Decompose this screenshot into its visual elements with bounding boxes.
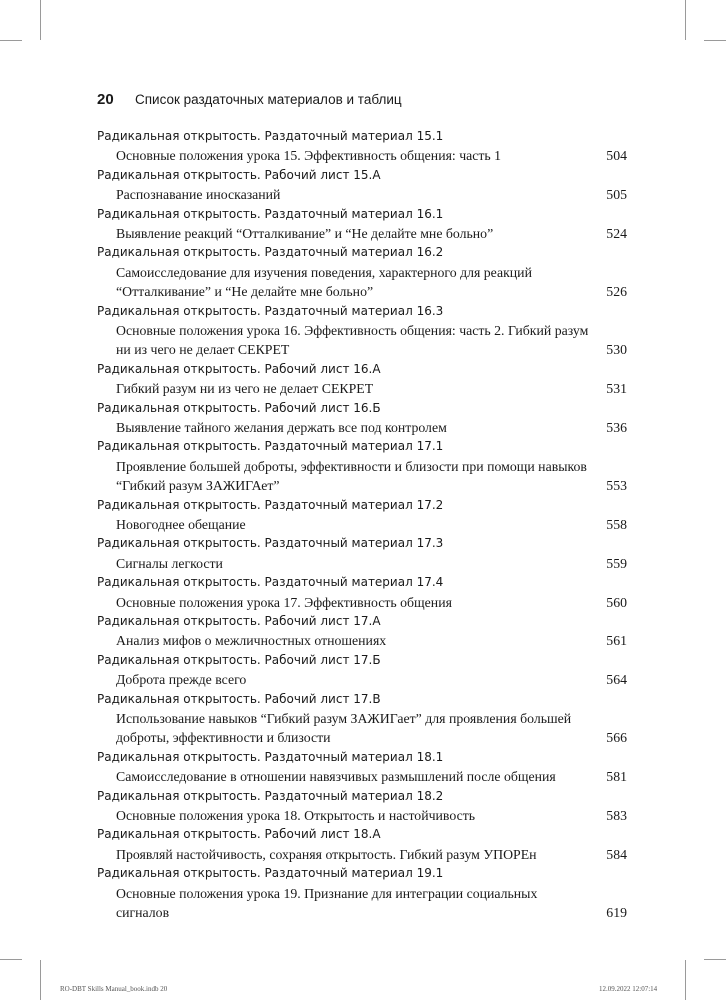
toc-entry-title: Доброта прежде всего bbox=[116, 672, 247, 688]
toc-heading: Радикальная открытость. Рабочий лист 17.Б bbox=[97, 652, 381, 667]
toc-entry bbox=[97, 554, 627, 573]
toc-entry-title: Основные положения урока 19. Признание для интеграции социальных сигналов bbox=[116, 885, 538, 920]
toc-entry-title: Анализ мифов о межличностных отношениях bbox=[116, 633, 387, 649]
toc-entry-title: Основные положения урока 18. Открытость и настойчивость bbox=[116, 807, 476, 823]
toc-entry-page-number: 553 bbox=[606, 478, 627, 494]
toc-heading: Радикальная открытость. Раздаточный материал 18.2 bbox=[97, 788, 444, 803]
toc-entry-title: Основные положения урока 17. Эффективность общения bbox=[116, 594, 452, 610]
page-number: 20 bbox=[97, 91, 114, 108]
toc-entry bbox=[97, 379, 627, 398]
toc-entry-title: Основные положения урока 16. Эффективность общения: часть 2. Гибкий разум ни из чего не делает СЕКРЕТ bbox=[116, 322, 589, 358]
running-header bbox=[97, 91, 637, 113]
toc-heading: Радикальная открытость. Рабочий лист 18.А bbox=[97, 827, 381, 842]
toc-entry bbox=[97, 593, 627, 612]
toc-entry bbox=[97, 224, 627, 243]
toc-section bbox=[97, 864, 627, 922]
toc-heading: Радикальная открытость. Рабочий лист 17.А bbox=[97, 613, 381, 628]
toc-entry-page-number: 581 bbox=[606, 769, 627, 785]
toc-entry-title: Сигналы легкости bbox=[116, 555, 223, 571]
toc-entry bbox=[97, 263, 627, 302]
crop-mark bbox=[685, 0, 686, 40]
toc-heading: Радикальная открытость. Раздаточный материал 16.2 bbox=[97, 245, 444, 260]
toc-heading: Радикальная открытость. Рабочий лист 16.А bbox=[97, 361, 381, 376]
toc-section bbox=[97, 573, 627, 612]
toc-entry-title: Самоисследование для изучения поведения, характерного для реакций “Отталкивание” и “Не делайте мне больно” bbox=[116, 264, 532, 300]
toc-section bbox=[97, 825, 627, 864]
toc-entry-page-number: 558 bbox=[606, 516, 627, 532]
toc-section bbox=[97, 399, 627, 438]
toc-entry bbox=[97, 670, 627, 689]
toc-heading: Радикальная открытость. Раздаточный материал 17.1 bbox=[97, 439, 444, 454]
toc-entry-page-number: 536 bbox=[606, 419, 627, 435]
toc-entry bbox=[97, 321, 627, 360]
toc-entry bbox=[97, 845, 627, 864]
toc-entry-page-number: 559 bbox=[606, 555, 627, 571]
toc-entry-page-number: 561 bbox=[606, 633, 627, 649]
toc-entry-title: Проявляй настойчивость, сохраняя открытость. Гибкий разум УПОРЕн bbox=[116, 846, 537, 862]
toc-entry-page-number: 524 bbox=[606, 225, 627, 241]
toc-heading: Радикальная открытость. Рабочий лист 16.Б bbox=[97, 400, 381, 415]
toc-entry-title: Выявление реакций “Отталкивание” и “Не делайте мне больно” bbox=[116, 225, 494, 241]
toc-heading: Радикальная открытость. Раздаточный материал 16.1 bbox=[97, 206, 444, 221]
toc-entry-page-number: 505 bbox=[606, 187, 627, 203]
toc-entry-page-number: 564 bbox=[606, 672, 627, 688]
toc-heading: Радикальная открытость. Раздаточный материал 15.1 bbox=[97, 129, 444, 143]
crop-mark bbox=[685, 960, 686, 1000]
toc-section bbox=[97, 360, 627, 399]
toc-heading: Радикальная открытость. Раздаточный материал 17.3 bbox=[97, 536, 444, 551]
footer-timestamp: 12.09.2022 12:07:14 bbox=[599, 985, 658, 993]
toc-section bbox=[97, 748, 627, 787]
toc-section bbox=[97, 534, 627, 573]
crop-mark bbox=[40, 960, 41, 1000]
toc-section bbox=[97, 437, 627, 495]
toc-entry bbox=[97, 515, 627, 534]
toc-section bbox=[97, 166, 627, 205]
toc-heading: Радикальная открытость. Рабочий лист 17.В bbox=[97, 691, 381, 706]
toc-entry-title: Распознавание иносказаний bbox=[116, 187, 281, 203]
toc-entry bbox=[97, 884, 627, 923]
toc-heading: Радикальная открытость. Раздаточный материал 19.1 bbox=[97, 866, 444, 881]
toc-section bbox=[97, 127, 627, 166]
crop-mark bbox=[0, 40, 22, 41]
toc-entry bbox=[97, 806, 627, 825]
toc-section bbox=[97, 651, 627, 690]
crop-mark bbox=[704, 959, 726, 960]
toc-entry bbox=[97, 146, 627, 165]
toc-entry-title: Самоисследование в отношении навязчивых размышлений после общения bbox=[116, 769, 556, 785]
toc-section bbox=[97, 205, 627, 244]
toc-section bbox=[97, 496, 627, 535]
toc-entry-title: Выявление тайного желания держать все под контролем bbox=[116, 419, 447, 435]
toc-entry-page-number: 619 bbox=[606, 904, 627, 920]
crop-mark bbox=[704, 40, 726, 41]
footer-file-info: RO-DBT Skills Manual_book.indb 20 bbox=[60, 985, 168, 993]
toc-heading: Радикальная открытость. Рабочий лист 15.А bbox=[97, 167, 381, 182]
running-title: Список раздаточных материалов и таблиц bbox=[135, 92, 402, 107]
toc-entry-page-number: 526 bbox=[606, 284, 627, 300]
toc-entry bbox=[97, 457, 627, 496]
toc-entry-page-number: 531 bbox=[606, 381, 627, 397]
toc-entry-page-number: 566 bbox=[606, 730, 627, 746]
toc-heading: Радикальная открытость. Раздаточный материал 17.4 bbox=[97, 575, 444, 590]
toc-section bbox=[97, 302, 627, 360]
toc-entry bbox=[97, 767, 627, 786]
toc-heading: Радикальная открытость. Раздаточный материал 17.2 bbox=[97, 497, 444, 512]
toc-section bbox=[97, 787, 627, 826]
toc-entry-title: Проявление большей доброты, эффективности и близости при помощи навыков “Гибкий разум ЗАЖИГАет” bbox=[116, 458, 587, 494]
toc-entry-page-number: 584 bbox=[606, 846, 627, 862]
toc-entry-page-number: 530 bbox=[606, 342, 627, 358]
toc-heading: Радикальная открытость. Раздаточный материал 16.3 bbox=[97, 303, 444, 318]
toc-entry-title: Основные положения урока 15. Эффективность общения: часть 1 bbox=[116, 148, 502, 164]
toc-section bbox=[97, 612, 627, 651]
toc-entry-page-number: 504 bbox=[606, 148, 627, 164]
toc-entry bbox=[97, 185, 627, 204]
crop-mark bbox=[0, 959, 22, 960]
toc-entry-title: Гибкий разум ни из чего не делает СЕКРЕТ bbox=[116, 381, 374, 397]
toc-entry bbox=[97, 631, 627, 650]
toc-entry bbox=[97, 418, 627, 437]
toc-entry-page-number: 583 bbox=[606, 807, 627, 823]
crop-mark bbox=[40, 0, 41, 40]
table-of-contents bbox=[97, 127, 627, 922]
toc-entry bbox=[97, 709, 627, 748]
toc-heading: Радикальная открытость. Раздаточный материал 18.1 bbox=[97, 749, 444, 764]
toc-entry-title: Использование навыков “Гибкий разум ЗАЖИГает” для проявления большей доброты, эффективности и близости bbox=[116, 710, 572, 746]
toc-section bbox=[97, 690, 627, 748]
toc-entry-page-number: 560 bbox=[606, 594, 627, 610]
toc-entry-title: Новогоднее обещание bbox=[116, 516, 246, 532]
toc-section bbox=[97, 243, 627, 301]
